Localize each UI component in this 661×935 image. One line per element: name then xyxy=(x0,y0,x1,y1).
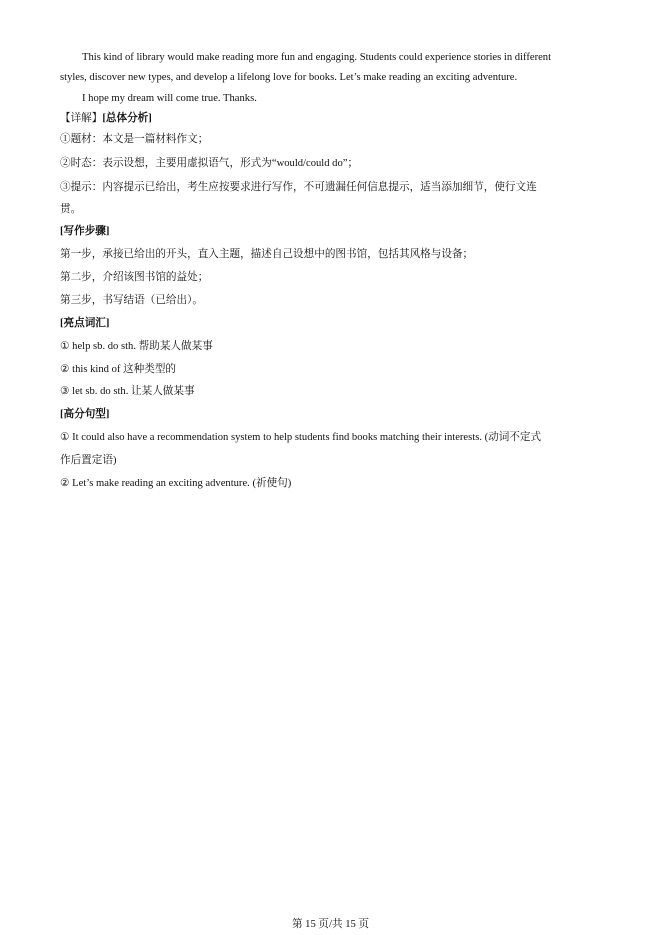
sentence-pattern-1: ① It could also have a recommendation system to help students find books matching their interests. (动词不定式 xyxy=(60,432,542,443)
analysis-item-3: ③提示：内容提示已给出，考生应按要求进行写作，不可遗漏任何信息提示，适当添加细节，使行文连 xyxy=(60,182,537,193)
writing-step-1: 第一步，承接已给出的开头，直入主题，描述自己设想中的图书馆，包括其风格与设备； xyxy=(60,249,474,260)
sentence-pattern-1-continued: 作后置定语) xyxy=(60,455,117,466)
vocabulary-item-3: ③ let sb. do sth. 让某人做某事 xyxy=(60,386,195,397)
analysis-item-3-continued: 贯。 xyxy=(60,204,82,215)
analysis-item-2: ②时态：表示设想，主要用虚拟语气，形式为“would/could do”； xyxy=(60,158,359,169)
analysis-heading xyxy=(60,112,605,126)
vocabulary-item-1: ① help sb. do sth. 帮助某人做某事 xyxy=(60,341,213,352)
writing-step-3: 第三步，书写结语（已给出）。 xyxy=(60,295,204,306)
analysis-title: [总体分析] xyxy=(102,113,152,124)
detail-bracket-label: 【详解】 xyxy=(60,113,103,124)
analysis-item-1: ①题材：本文是一篇材料作文； xyxy=(60,134,209,145)
page-footer: 第 15 页/共 15 页 xyxy=(291,919,370,930)
sentence-patterns-heading: [高分句型] xyxy=(60,409,110,420)
writing-steps-heading: [写作步骤] xyxy=(60,226,110,237)
vocabulary-heading: [亮点词汇] xyxy=(60,318,110,329)
essay-paragraph-2: I hope my dream will come true. Thanks. xyxy=(82,93,257,104)
essay-paragraph-1-line-1: This kind of library would make reading more fun and engaging. Students could experience stories in different xyxy=(82,52,552,63)
sentence-pattern-2: ② Let’s make reading an exciting adventure. (祈使句) xyxy=(60,478,292,489)
writing-step-2: 第二步，介绍该图书馆的益处； xyxy=(60,272,209,283)
essay-paragraph-1-line-2: styles, discover new types, and develop a lifelong love for books. Let’s make reading an exciting adventure. xyxy=(60,72,518,83)
vocabulary-item-2: ② this kind of 这种类型的 xyxy=(60,364,177,375)
